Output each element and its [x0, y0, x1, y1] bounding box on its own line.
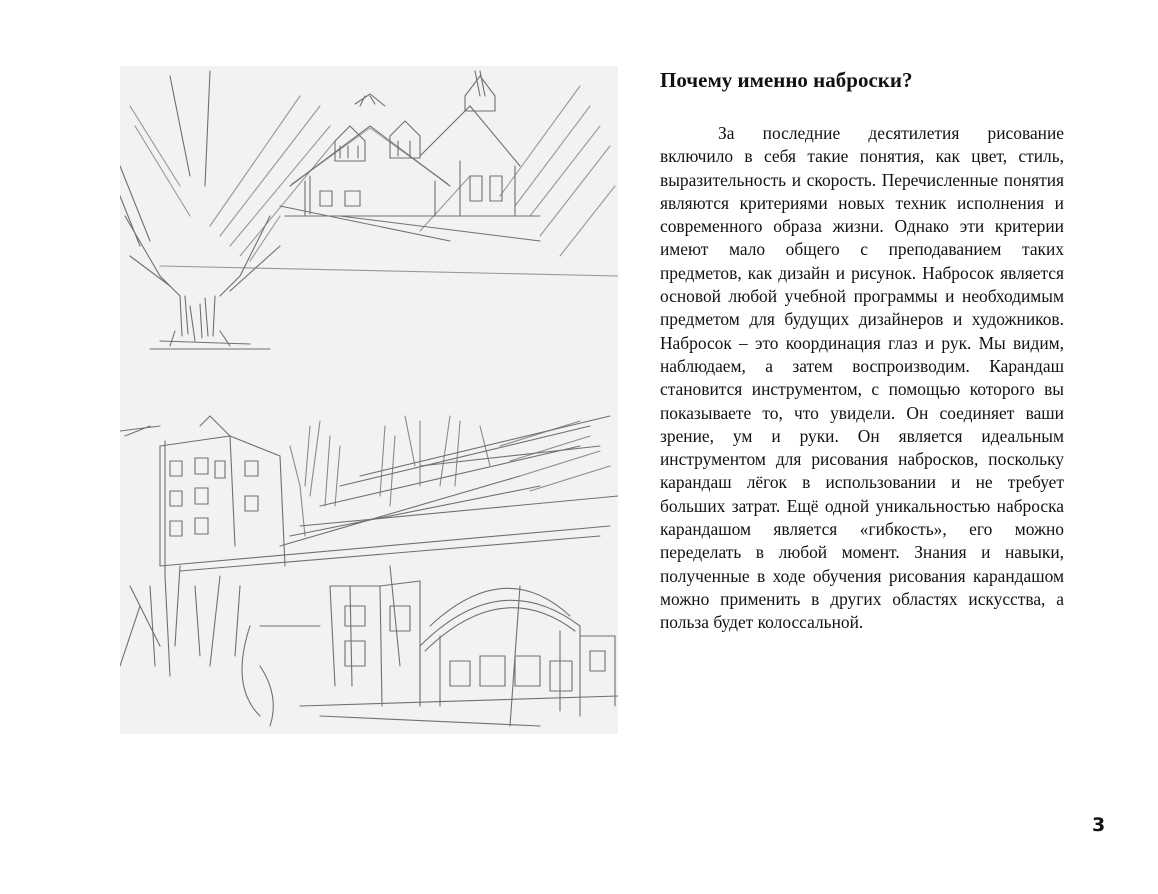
sky-hatching [130, 86, 618, 276]
street-sketch [120, 416, 618, 576]
page-number: 3 [1092, 814, 1106, 836]
sketch-illustration [120, 66, 618, 734]
article [660, 66, 1064, 635]
article-title: Почему именно наброски? [660, 68, 913, 92]
house-sketch [280, 71, 540, 241]
arched-building-sketch [120, 566, 618, 726]
article-body: За последние десятилетия рисование включило в себя такие понятия, как цвет, стиль, выразительность и скорость. Перечисленные понятия являются критериями новых техник исполнения и современного образа жизни. Однако эти критерии имеют мало общего с преподаванием таких предметов, как дизайн и рисунок. Набросок является основой любой учебной программы и необходимым предметом для будущих дизайнеров и художников. Набросок – это координация глаз и рук. Мы видим, наблюдаем, а затем воспроизводим. Карандаш становится инструментом, с помощью которого вы показываете то, что увидели. Он соединяет ваши зрение, ум и руки. Он является идеальным инструментом для рисования набросков, поскольку карандаш лёгок в использовании и не требует больших затрат. Ещё одной уникальностью наброска карандашом является «гибкость», его можно переделать в любой момент. Знания и навыки, полученные в ходе обучения рисования карандашом можно применить в других областях искусства, а польза будет колоссальной. [660, 123, 1064, 633]
tree-sketch [120, 71, 280, 349]
pencil-sketch-image [120, 66, 618, 734]
